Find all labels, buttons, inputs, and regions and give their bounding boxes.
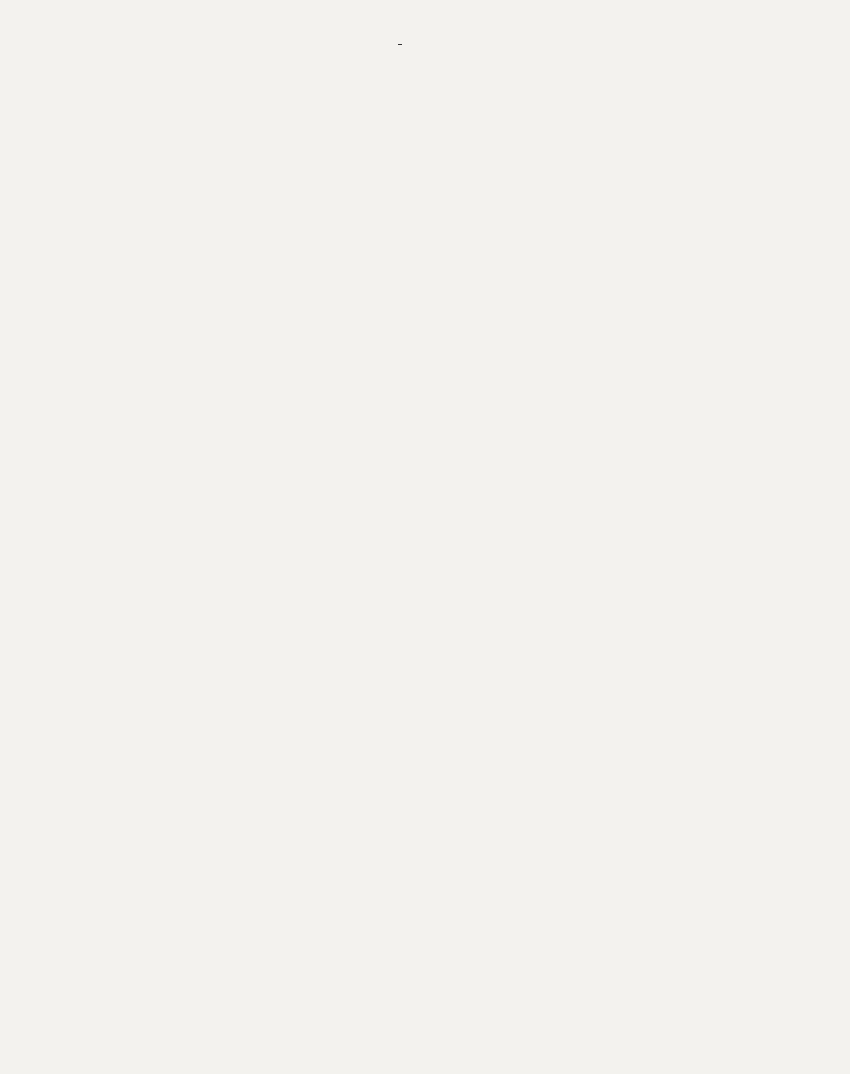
page-title [0,28,800,44]
title-text [398,28,402,45]
